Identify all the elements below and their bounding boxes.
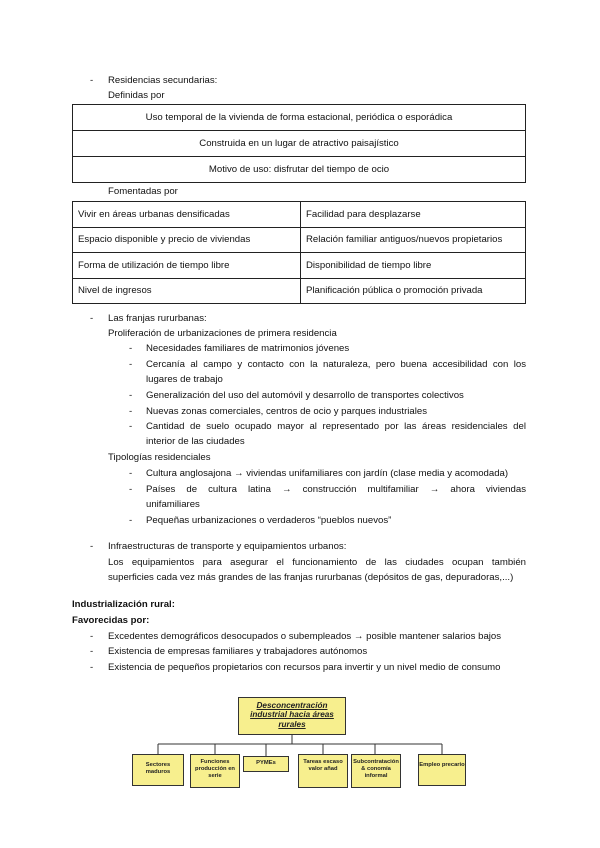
definitions-table bbox=[72, 104, 526, 183]
section-title: Infraestructuras de transporte y equipamientos urbanos: bbox=[108, 541, 347, 552]
diagram-box: Empleo precario bbox=[418, 754, 466, 786]
bullet-dash: - bbox=[90, 646, 94, 657]
bullet-dash: - bbox=[129, 359, 133, 370]
list-item: Existencia de empresas familiares y trabajadores autónomos bbox=[108, 646, 368, 657]
bullet-dash: - bbox=[129, 406, 133, 417]
list-item: Pequeñas urbanizaciones o verdaderos “pueblos nuevos” bbox=[146, 515, 392, 526]
section-title: Las franjas rururbanas: bbox=[108, 313, 207, 324]
table-cell: Espacio disponible y precio de viviendas bbox=[73, 227, 301, 253]
bullet-dash: - bbox=[129, 468, 133, 479]
list-item: Cultura anglosajona → viviendas unifamiliares con jardín (clase media y acomodada) bbox=[146, 468, 509, 479]
bullet-dash: - bbox=[129, 484, 133, 495]
list-item: Necesidades familiares de matrimonios jóvenes bbox=[146, 343, 350, 354]
bullet-dash: - bbox=[129, 343, 133, 354]
table-cell: Construida en un lugar de atractivo paisajístico bbox=[73, 131, 526, 157]
table-row bbox=[73, 253, 526, 279]
section-heading: Industrialización rural: bbox=[72, 599, 175, 610]
table-cell: Planificación pública o promoción privada bbox=[301, 278, 526, 304]
bullet-dash: - bbox=[129, 421, 133, 432]
list-item: Cercanía al campo y contacto con la naturaleza, pero buena accesibilidad con los bbox=[146, 359, 526, 370]
list-item: Existencia de pequeños propietarios con recursos para invertir y un nivel medio de consumo bbox=[108, 662, 501, 673]
list-item-continuation: unifamiliares bbox=[146, 499, 200, 510]
diagram-box: Tareas escaso valor añad bbox=[298, 754, 348, 788]
bullet-dash: - bbox=[90, 313, 94, 324]
list-item: Excedentes demográficos desocupados o subempleados → posible mantener salarios bajos bbox=[108, 631, 502, 642]
list-item: Cantidad de suelo ocupado mayor al representado por las áreas residenciales del bbox=[146, 421, 526, 432]
diagram-main-box: Desconcentración industrial hacia áreas rurales bbox=[238, 697, 346, 735]
table-row bbox=[73, 131, 526, 157]
list-item-continuation: lugares de trabajo bbox=[146, 374, 223, 385]
table-cell: Uso temporal de la vivienda de forma estacional, periódica o esporádica bbox=[73, 105, 526, 131]
table-row bbox=[73, 227, 526, 253]
bullet-dash: - bbox=[90, 631, 94, 642]
list-item-continuation: interior de las ciudades bbox=[146, 436, 245, 447]
section-title: Residencias secundarias: bbox=[108, 75, 218, 86]
bullet-dash: - bbox=[90, 75, 94, 86]
bullet-dash: - bbox=[90, 541, 94, 552]
table-row bbox=[73, 278, 526, 304]
subheading-favorecidas: Favorecidas por: bbox=[72, 615, 150, 626]
diagram-box: Sectores maduros bbox=[132, 754, 184, 786]
paragraph-line: superficies cada vez más grandes de las franjas rururbanas (depósitos de gas, depuradoras,...) bbox=[108, 572, 514, 583]
bullet-dash: - bbox=[90, 662, 94, 673]
table-cell: Disponibilidad de tiempo libre bbox=[301, 253, 526, 279]
table-cell: Forma de utilización de tiempo libre bbox=[73, 253, 301, 279]
table-cell: Facilidad para desplazarse bbox=[301, 202, 526, 228]
list-item: Nuevas zonas comerciales, centros de ocio y parques industriales bbox=[146, 406, 428, 417]
bullet-dash: - bbox=[129, 515, 133, 526]
subheading-fomentadas: Fomentadas por bbox=[108, 186, 178, 197]
table-row bbox=[73, 157, 526, 183]
table-cell: Relación familiar antiguos/nuevos propietarios bbox=[301, 227, 526, 253]
diagram-box: Subcontratación & conomía informal bbox=[351, 754, 401, 788]
bullet-dash: - bbox=[129, 390, 133, 401]
table-cell: Vivir en áreas urbanas densificadas bbox=[73, 202, 301, 228]
paragraph-line: Los equipamientos para asegurar el funcionamiento de las ciudades ocupan también bbox=[108, 557, 526, 568]
subheading: Tipologías residenciales bbox=[108, 452, 211, 463]
list-item: Generalización del uso del automóvil y desarrollo de transportes colectivos bbox=[146, 390, 464, 401]
diagram-box: Funciones producción en serie bbox=[190, 754, 240, 788]
table-cell: Motivo de uso: disfrutar del tiempo de ocio bbox=[73, 157, 526, 183]
table-row bbox=[73, 105, 526, 131]
table-row bbox=[73, 202, 526, 228]
subheading-definidas: Definidas por bbox=[108, 90, 165, 101]
factors-table bbox=[72, 201, 526, 304]
list-item: Países de cultura latina → construcción multifamiliar → ahora viviendas bbox=[146, 484, 526, 495]
subheading: Proliferación de urbanizaciones de primera residencia bbox=[108, 328, 337, 339]
diagram-box: PYMEs bbox=[243, 756, 289, 772]
table-cell: Nivel de ingresos bbox=[73, 278, 301, 304]
